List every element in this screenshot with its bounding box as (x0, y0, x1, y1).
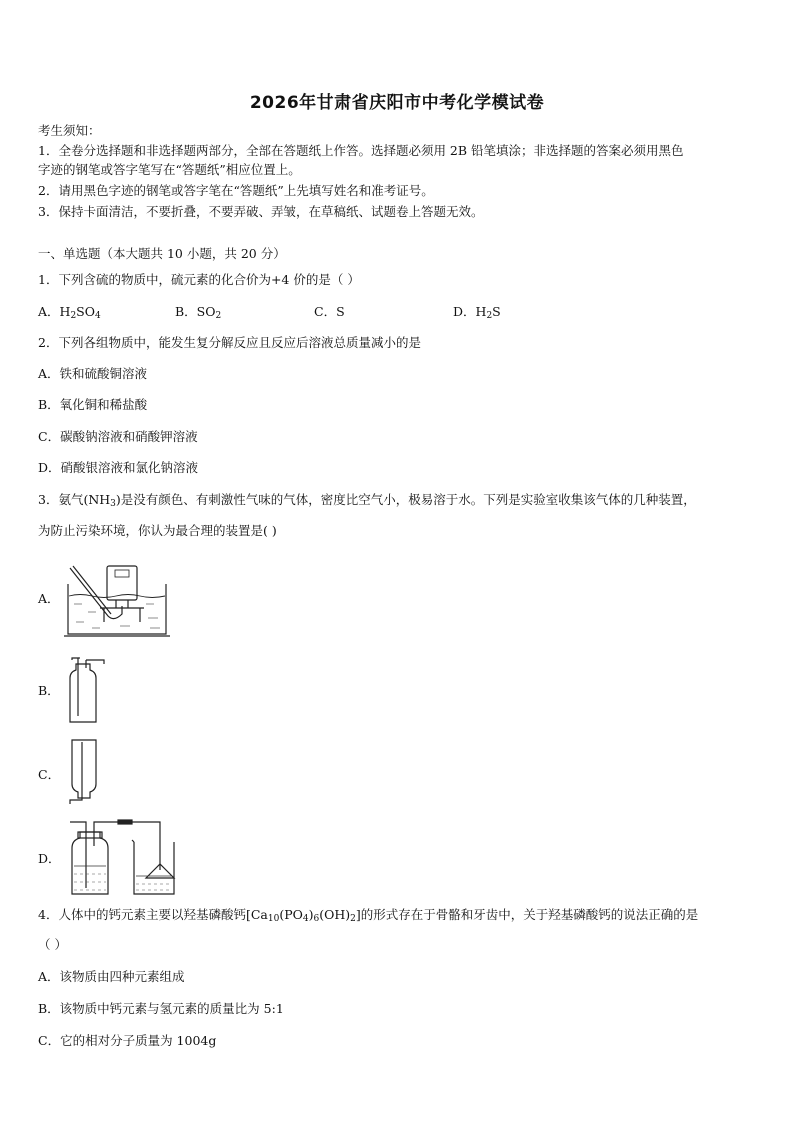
question-2-option-c: C．碳酸钠溶液和硝酸钾溶液 (38, 429, 198, 444)
apparatus-c-inverted-bottle-figure (64, 736, 104, 806)
question-2-option-d: D．硝酸银溶液和氯化钠溶液 (38, 460, 199, 475)
question-3-stem-line-1: 3．氨气$(NH_3)$是没有颜色、有刺激性气味的气体，密度比空气小，极易溶于水。下列是实验室收集该气体的几种装置， (38, 492, 696, 509)
question-1-option-c: C．S (314, 304, 345, 319)
question-1-option-b: B．$SO_2$ (175, 304, 222, 321)
question-1-stem: 1．下列含硫的物质中，硫元素的化合价为+4 价的是（ ） (38, 272, 360, 287)
apparatus-a-water-trough-figure (60, 562, 172, 640)
question-4-option-b: B．该物质中钙元素与氢元素的质量比为 5:1 (38, 1001, 284, 1016)
notice-item-2: 2．请用黑色字迹的钢笔或答字笔在“答题纸”上先填写姓名和准考证号。 (38, 183, 434, 198)
notice-item-3: 3．保持卡面清洁，不要折叠，不要弄破、弄皱，在草稿纸、试题卷上答题无效。 (38, 204, 484, 219)
question-2-stem: 2．下列各组物质中，能发生复分解反应且反应后溶液总质量减小的是 (38, 335, 421, 350)
question-4-stem-line-2: （ ） (38, 937, 67, 952)
apparatus-d-collection-absorption-figure (66, 818, 178, 898)
question-1-option-a: A．$H_2SO_4$ (38, 304, 101, 321)
section-heading: 一、单选题（本大题共 10 小题，共 20 分） (38, 246, 286, 261)
question-2-option-a: A．铁和硫酸铜溶液 (38, 366, 148, 381)
question-4-stem-line-1: 4．人体中的钙元素主要以羟基磷酸钙$[Ca_{10}(PO_4)_6(OH)_2]$的形式存在于骨骼和牙齿中，关于羟基磷酸钙的说法正确的是 (38, 907, 699, 924)
question-4-option-a: A．该物质由四种元素组成 (38, 969, 185, 984)
notice-heading: 考生须知： (38, 123, 101, 138)
question-4-option-c: C．它的相对分子质量为 1004g (38, 1033, 217, 1048)
question-2-option-b: B．氧化铜和稀盐酸 (38, 397, 148, 412)
question-3-stem-line-2: 为防止污染环境，你认为最合理的装置是( ) (38, 523, 277, 538)
question-3-option-b-label: B． (38, 683, 60, 698)
notice-item-1-line-2: 字迹的钢笔或答字笔写在“答题纸”相应位置上。 (38, 162, 301, 177)
question-3-option-c-label: C． (38, 767, 61, 782)
apparatus-b-gas-bottle-figure (64, 656, 108, 724)
page-title: 2026年甘肃省庆阳市中考化学模试卷 (249, 93, 545, 113)
notice-item-1-line-1: 1．全卷分选择题和非选择题两部分，全部在答题纸上作答。选择题必须用 2B 铅笔填涂；非选择题的答案必须用黑色 (38, 143, 684, 158)
question-1-option-d: D．$H_2S$ (453, 304, 501, 321)
question-3-option-a-label: A． (38, 591, 60, 606)
question-3-option-d-label: D． (38, 851, 61, 866)
